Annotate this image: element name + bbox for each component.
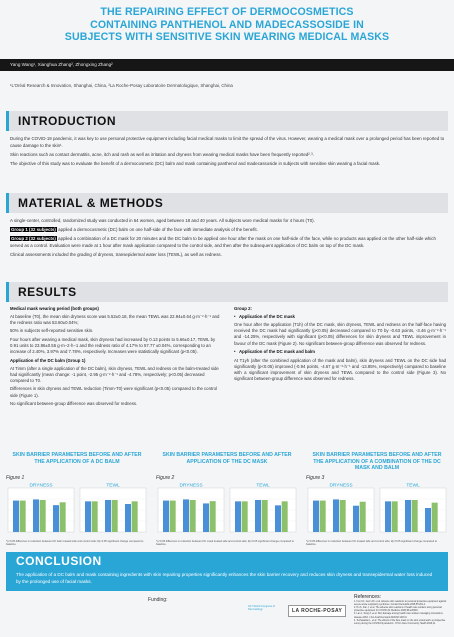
- chart-bar: [60, 502, 66, 532]
- reference-item: 3. Lan J, Song Z, et al. Skin damage among health care workers managing coronavirus disease-2019. J Am Acad Dermatol 2020;82:1215-6.: [354, 613, 443, 619]
- chart-panel-dryness: [8, 483, 74, 533]
- chart-bar: [360, 502, 366, 532]
- references-heading: References:: [354, 594, 381, 600]
- chart-bar: [112, 500, 118, 532]
- chart-bar: [92, 501, 98, 532]
- results-paragraph: No significant between-group difference was observed for redness.: [10, 401, 138, 407]
- chart-bar: [255, 500, 261, 532]
- figure-1-chart: [4, 480, 150, 538]
- results-paragraph: At baseline (T0), the mean skin dryness score was 5.52±0.18, the mean TEWL was 22.94±0.64 g·m⁻²·h⁻¹ and the redness ratio was 53.60±0.04%;: [10, 313, 220, 325]
- chart-bar: [313, 501, 319, 532]
- chart-panel-dryness: [158, 483, 224, 533]
- chart-bar: [262, 500, 268, 532]
- chart-bar: [33, 499, 39, 532]
- figure-3-chart: [304, 480, 450, 538]
- figure-title: SKIN BARRIER PARAMETERS BEFORE AND AFTER THE APPLICATION OF A COMBINATION OF THE DC MASK AND BALM: [312, 452, 442, 472]
- chart-bar: [13, 501, 19, 532]
- title-line: SUBJECTS WITH SENSITIVE SKIN WEARING MEDICAL MASKS: [64, 31, 390, 43]
- chart-bar: [125, 504, 131, 532]
- figure-2: [154, 452, 300, 548]
- chart-panel-tewl: [80, 483, 146, 533]
- chart-bar: [333, 499, 339, 532]
- panel-title: TEWL: [406, 483, 420, 489]
- panel-title: DRYNESS: [29, 483, 53, 489]
- results-paragraph: Four hours after wearing a medical mask, skin dryness had increased by 0.13 points to 5.66±0.17, TEWL by 0.91 units to 23.86±0.55 g·m−2·h−1 and the redness ratio of 4.17% to 57.77 ±0.04%, corresponding to an increase of 2.40%, 3.97% and 7.78%, respectively. Increases were statistically significant (p<0.05).: [10, 337, 216, 355]
- introduction-body: [10, 136, 446, 170]
- results-subheading: Medical mask wearing period (both groups): [10, 306, 99, 311]
- reference-item: 1. Foo CC, Goon AT, et al. Adverse skin reactions to personal protective equipment against severe acute respiratory syndrome. Contact Dermatitis 2006;55:291-4.: [354, 601, 447, 607]
- chart-panel-dryness: [308, 483, 374, 533]
- chart-bar: [320, 501, 326, 532]
- reference-item: 2. Hu K, Fan J, et al. The adverse skin reactions of health care workers using personal protective equipment for COVID-19. Medicine 2020;99:e20603.: [354, 607, 442, 613]
- chart-bar: [190, 500, 196, 532]
- figure-title: SKIN BARRIER PARAMETERS BEFORE AND AFTER APPLICATION OF THE DC MASK: [162, 452, 292, 465]
- chart-bar: [53, 505, 59, 532]
- figure-2-chart: [154, 480, 300, 538]
- conclusion-header: [6, 552, 448, 569]
- figure-label: Figure 1: [6, 475, 25, 481]
- figure-title: SKIN BARRIER PARAMETERS BEFORE AND AFTER THE APPLICATION OF A DC BALM: [12, 452, 142, 465]
- panel-title: TEWL: [106, 483, 120, 489]
- funding-label: Funding:: [148, 597, 168, 603]
- results-subheading: Application of the DC balm (Group 1): [10, 357, 86, 363]
- chart-bar: [353, 506, 359, 532]
- chart-bar: [405, 500, 411, 532]
- group1-text: applied a dermocosmetic (DC) balm on one half-side of the face with immediate analysis of the benefit.: [56, 227, 258, 232]
- title-line: CONTAINING PANTHENOL AND MADECASSOSIDE IN: [90, 18, 364, 31]
- affiliations: ¹L’Oréal Research & Innovation, Shanghai, China, ²La Roche-Posay Laboratoire Dermatologique, Shanghai, China: [10, 83, 233, 88]
- methods-paragraph: Clinical assessments included the grading of dryness, transepidermal water loss (TEWL), as well as redness.: [10, 251, 222, 257]
- figure-footnote: *p<0.05 difference in reduction between DC balm treated side and control side; #p<0.05 significant change compared to baseline.: [6, 540, 144, 547]
- chart-bar: [235, 501, 241, 532]
- figure-1: [4, 452, 150, 548]
- group1-label: Group 1 (32 subjects): [11, 227, 56, 232]
- panel-title: TEWL: [256, 483, 270, 489]
- intro-paragraph: Skin reactions such as contact dermatitis, acne, itch and rash as well as irritation and dryness from wearing medical masks have been frequently reported²˒³.: [10, 151, 314, 157]
- chart-bar: [275, 505, 281, 532]
- introduction-header: [6, 111, 448, 131]
- chart-bar: [85, 501, 91, 532]
- brand-logo: LA ROCHE-POSAY: [288, 605, 346, 617]
- chart-bar: [385, 501, 391, 532]
- chart-bar: [340, 500, 346, 532]
- funding-logos: [248, 605, 346, 617]
- title-line: THE REPAIRING EFFECT OF DERMOCOSMETICS: [100, 6, 354, 18]
- results-paragraph: At Timm (after a single application of the DC balm), skin dryness, TEWL and redness on the balm-treated side had significantly (mean change: -1 point, -2.95 g·m⁻²·h⁻¹ and -4.78%, respectively; p<0.05) decreased compared to T0.: [10, 365, 219, 383]
- reference-item: 4. Techasatian L, et al. The effects of the face mask on the skin underneath: a prospective survey during the COVID-19 pandemic. J Prim Care Community Health 2020;11.: [354, 619, 446, 625]
- figure-footnote: *p<0.05 difference in reduction between DC mask treated side and control side; #p<0.05 significant change compared to baseline.: [156, 540, 294, 547]
- chart-bar: [210, 501, 216, 532]
- references: [354, 596, 448, 626]
- results-paragraph: One hour after the application (T1h) of the DC mask, skin dryness, TEWL and redness on the half-face having received the DC mask had significantly (p<0.05) decreased compared to T0 by -0.63 points, -3.46 g·m⁻²·h⁻¹ and -14.25%, respectively with significant (p<0.05) differences for skin dryness and TEWL improvement in favour of the DC mask (Figure 2). No significant between-group difference was observed for redness.: [234, 322, 446, 346]
- figure-footnote: *p<0.05 difference in reduction between DC treated side and control side; #p<0.05 significant change compared to baseline.: [306, 540, 438, 547]
- section-title: INTRODUCTION: [18, 114, 116, 128]
- chart-bar: [242, 501, 248, 532]
- results-bullet: • Application of the DC mask and balm: [234, 349, 446, 355]
- section-title: CONCLUSION: [16, 554, 102, 568]
- chart-bar: [282, 501, 288, 532]
- results-right-column: [234, 306, 446, 385]
- authors-bar: Yang Wang¹, Xianghua Zhang², Zhongxing Zhang²: [0, 59, 454, 71]
- methods-body: [10, 218, 446, 261]
- results-left-column: [10, 306, 222, 410]
- chart-bar: [40, 500, 46, 532]
- chart-bar: [132, 501, 138, 532]
- figure-3: [304, 452, 450, 548]
- intro-paragraph: During the COVID-19 pandemic, it was key to use personal protective equipment including facial medical masks to limit the spread of the virus. However, wearing a medical mask over a prolonged period has been reported to cause damage to the skin¹.: [10, 136, 445, 148]
- panel-title: DRYNESS: [179, 483, 203, 489]
- chart-bar: [432, 503, 438, 532]
- results-subheading: Group 2:: [234, 306, 252, 311]
- results-header: [6, 282, 448, 302]
- poster-title: [0, 0, 454, 56]
- methods-paragraph: A single-center, controlled, randomized study was conducted in 64 women, aged between 18 and 40 years. All subjects wore medical masks for 4 hours (T0).: [10, 218, 315, 223]
- methods-header: [6, 193, 448, 213]
- results-paragraph: At T1yh (after the combined application of the mask and balm), skin dryness and TEWL on the DC side had significantly (p<0.05) improved (-0.94 points, -4.67 g·m⁻²·h⁻¹ and -13.85%, respectively) compared to baseline with a significant improvement of skin dryness and TEWL compared to the control side (Figure 3). No significant between-group difference was observed for redness.: [234, 357, 446, 382]
- results-bullet: • Application of the DC mask: [234, 314, 446, 320]
- chart-bar: [163, 501, 169, 532]
- chart-bar: [183, 499, 189, 532]
- figure-label: Figure 2: [156, 475, 175, 481]
- figure-label: Figure 3: [306, 475, 325, 481]
- results-paragraph: 50% in subjects self-reported sensitive skin.: [10, 328, 94, 334]
- methods-group1: [10, 227, 446, 234]
- chart-bar: [412, 500, 418, 532]
- section-title: RESULTS: [18, 285, 77, 299]
- group2-text: applied a combination of a DC mask for 20 minutes and the DC balm to be applied one hour after the mask on one half-side of the face, while no products was applied on the other half-side which served as a control. Evaluation were made at 1 hour after mask application compared to the control side, and then after the subsequent application of DC balm on top of the DC mask.: [10, 236, 436, 248]
- chart-bar: [170, 501, 176, 532]
- section-accent-bar: [6, 282, 9, 302]
- chart-panel-tewl: [230, 483, 296, 533]
- chart-bar: [392, 501, 398, 532]
- conclusion-body: The application of a DC balm and mask containing ingredients with skin repairing properties significantly enhances the skin barrier recovery and reduces skin dryness and transepidermal water loss induced by the prolonged use of facial masks.: [6, 569, 448, 591]
- section-title: MATERIAL & METHODS: [18, 196, 164, 210]
- results-paragraph: Differences in skin dryness and TEWL reduction (Timm-T0) were significant (p<0.05) compared to the control side (Figure 1).: [10, 386, 217, 398]
- chart-bar: [425, 508, 431, 532]
- chart-bar: [105, 500, 111, 532]
- congress-logo: 32ⁿᵈ World Congress of Dermatology: [248, 605, 275, 611]
- intro-paragraph: The objective of this study was to evaluate the benefit of a dermocosmetic (DC) balm and mask containing panthenol and madecassoside in subjects with sensitive skin wearing a facial mask.: [10, 160, 381, 166]
- methods-group2: [10, 236, 446, 249]
- chart-panel-tewl: [380, 483, 446, 533]
- group2-label: Group 2 (32 subjects): [11, 236, 56, 241]
- chart-bar: [203, 503, 209, 532]
- panel-title: DRYNESS: [329, 483, 353, 489]
- section-accent-bar: [6, 193, 9, 213]
- chart-bar: [20, 501, 26, 532]
- section-accent-bar: [6, 111, 9, 131]
